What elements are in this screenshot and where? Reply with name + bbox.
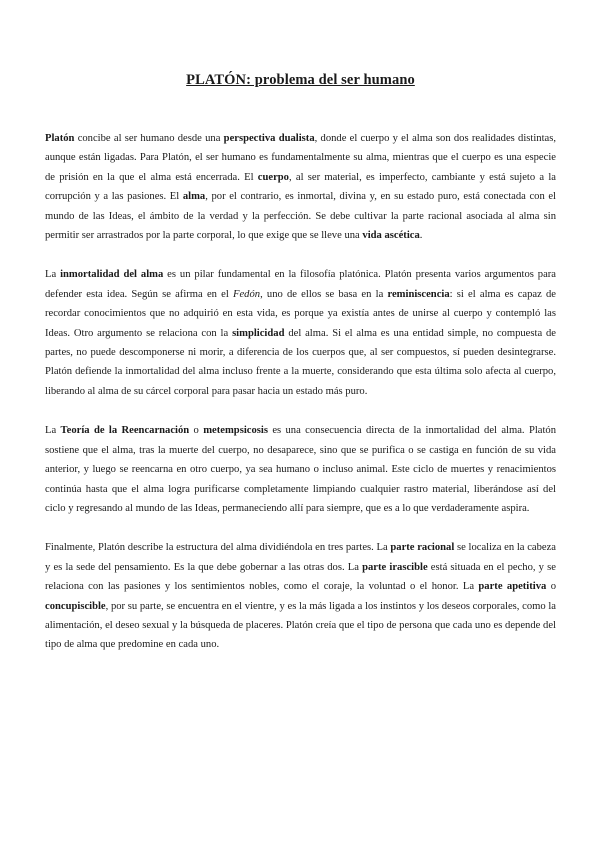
paragraph <box>45 538 556 654</box>
text-run: está situada en el pecho, y se relaciona con las pasiones y los sentimientos nobles, como el coraje, la voluntad o el honor. La <box>45 561 556 593</box>
text-run: , por el contrario, es inmortal, divina y, en su estado puro, está conectada con el mundo de las Ideas, el ámbito de la verdad y la perfección. Se debe cultivar la parte racional asociada al alma sin permitir ser arrastrados por la parte corporal, lo que exige que se lleve una <box>45 191 557 242</box>
bold-term: parte racional <box>390 542 455 554</box>
text-run: Finalmente, Platón describe la estructura del alma dividiéndola en tres partes. La <box>45 542 391 554</box>
paragraph <box>45 421 556 518</box>
document-title: PLATÓN: problema del ser humano <box>186 72 415 88</box>
text-run: del alma. Si el alma es una entidad simple, no compuesta de partes, no puede descomponerse ni morir, a diferencia de los cuerpos que, al ser compuestos, sí pueden desintegrarse. Platón defiende la inmortalidad del alma incluso frente a la muerte, considerando que esta última solo afecta al cuerpo, liberando al alma de su cárcel corporal para pasar hacia un estado más puro. <box>45 327 556 397</box>
bold-term: simplicidad <box>232 327 285 339</box>
bold-term: perspectiva dualista <box>223 133 315 144</box>
bold-term: reminiscencia <box>387 288 450 300</box>
paragraph <box>45 129 556 245</box>
italic-term: Fedón <box>232 288 261 300</box>
text-run: . <box>419 230 423 242</box>
text-run: , al ser material, es imperfecto, cambiante y está sujeto a la corrupción y a las pasiones. El <box>45 171 556 203</box>
text-run: La <box>45 425 61 437</box>
text-run: : si el alma es capaz de recordar conocimientos que no adquirió en esta vida, es porque ya existía antes de unirse al cuerpo y contempló las Ideas. Otro argumento se relaciona con la <box>45 288 556 339</box>
document-body <box>45 129 556 655</box>
text-run: es una consecuencia directa de la inmortalidad del alma. Platón sostiene que el alma, tras la muerte del cuerpo, no desaparece, sino que se purifica o se castiga en función de su vida anterior, y luego se reencarna en otro cuerpo, ya sea humano o incluso animal. Este ciclo de muertes y renacimientos continúa hasta que el alma logra purificarse completamente limpiando cualquier rastro material, liberándose así del ciclo y regresando al mundo de las Ideas, permaneciendo allí para siempre, que es a lo que verdaderamente aspira. <box>45 425 557 514</box>
bold-term: vida ascética <box>362 230 420 242</box>
text-run: concibe al ser humano desde una <box>74 133 224 144</box>
bold-term: alma <box>182 191 206 203</box>
bold-term: Platón <box>45 133 75 144</box>
bold-term: cuerpo <box>257 171 289 183</box>
bold-term: metempsicosis <box>203 425 268 437</box>
text-run: se localiza en la cabeza y es la sede del pensamiento. Es la que debe gobernar a las otras dos. La <box>45 542 557 573</box>
text-run: , por su parte, se encuentra en el vientre, y es la más ligada a los instintos y los deseos corporales, como la alimentación, el deseo sexual y la búsqueda de placeres. Platón creía que el tipo de persona que cada uno es depende del tipo de alma que predomine en cada uno. <box>45 600 556 651</box>
bold-term: Teoría de la Reencarnación <box>60 425 190 437</box>
text-run: o <box>546 581 556 593</box>
paragraph <box>45 265 556 401</box>
text-run: , donde el cuerpo y el alma son dos realidades distintas, aunque están ligadas. Para Platón, el ser humano es fundamentalmente su alma, mientras que el cuerpo es una especie de prisión en la que el alma está encerrada. El <box>45 133 556 183</box>
bold-term: inmortalidad del alma <box>60 269 164 281</box>
text-run: La <box>45 269 61 281</box>
bold-term: parte apetitiva <box>478 581 547 593</box>
bold-term: parte irascible <box>362 561 428 573</box>
bold-term: concupiscible <box>45 600 106 612</box>
text-run: , uno de ellos se basa en la <box>260 288 388 300</box>
text-run: es un pilar fundamental en la filosofía platónica. Platón presenta varios argumentos para defender esta idea. Según se afirma en el <box>45 269 556 300</box>
text-run: o <box>189 425 204 437</box>
